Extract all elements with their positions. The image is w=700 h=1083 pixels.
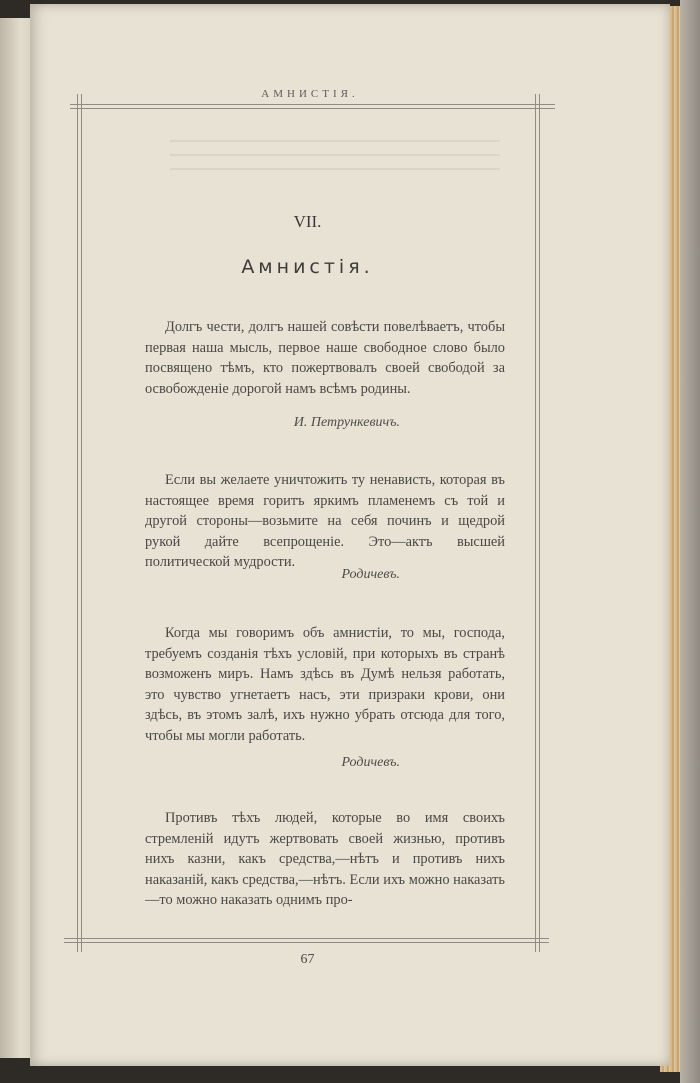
running-head: АМНИСТІЯ. [261, 88, 359, 100]
quote-text: Если вы желаете уничтожить ту ненависть, которая въ настоящее время горитъ яркимъ пламенемъ съ той и другой стороны—возьмите на себя починъ и щедрой рукой дайте всепрощеніе. Это—актъ высшей политической мудрости. [145, 472, 505, 570]
book-page [30, 4, 670, 1066]
quote-block [145, 470, 505, 573]
quote-block [145, 317, 505, 399]
quote-block [145, 808, 505, 911]
facing-page-edge [0, 18, 34, 1058]
quote-text: Долгъ чести, долгъ нашей совѣсти повелѣваетъ, чтобы первая наша мысль, первое наше свободное слово было посвящено тѣмъ, кто пожертвовалъ своей свободой за освобожденіе дорогой намъ всѣмъ родины. [145, 319, 505, 397]
show-through-text [170, 140, 500, 170]
page-number: 67 [300, 952, 315, 967]
quote-text: Противъ тѣхъ людей, которые во имя своихъ стремленій идутъ жертвовать своей жизнью, противъ нихъ казни, какъ средства,—нѣтъ и противъ нихъ наказаній, какъ средства,—нѣтъ. Если ихъ можно наказать—то можно наказать однимъ про- [145, 810, 505, 908]
quote-author: Родичевъ. [341, 567, 400, 582]
quote-block [145, 623, 505, 746]
frame-bottom-rule-inner [64, 942, 549, 943]
chapter-number: VII. [293, 212, 322, 231]
frame-top-rule-inner [70, 108, 555, 109]
frame-top-rule [70, 104, 555, 105]
chapter-title: Амнистія. [241, 256, 374, 278]
book-cover-edge [680, 0, 700, 1083]
quote-author: И. Петрункевичъ. [293, 415, 400, 430]
quote-author: Родичевъ. [341, 755, 400, 770]
frame-bottom-rule [64, 938, 549, 939]
quote-text: Когда мы говоримъ объ амнистіи, то мы, господа, требуемъ созданія тѣхъ условій, при которыхъ въ странѣ возможенъ миръ. Намъ здѣсь въ Думѣ нельзя работать, это чувство угнетаетъ насъ, эти призраки крови, они здѣсь, въ этомъ залѣ, ихъ нужно убрать отсюда для того, чтобы мы могли работать. [145, 625, 505, 744]
